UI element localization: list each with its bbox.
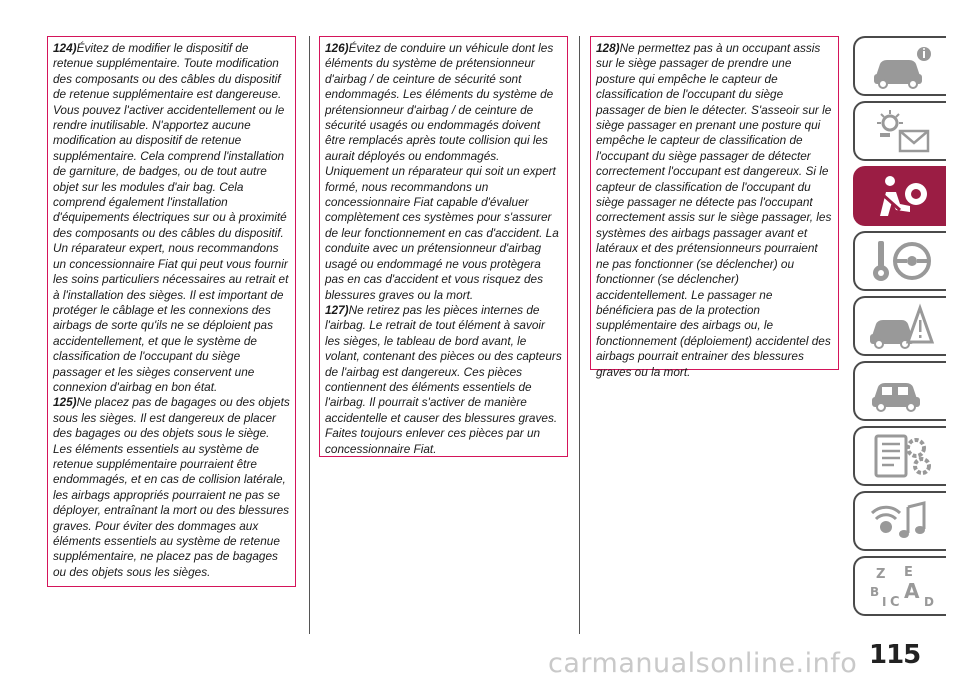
tab-multimedia[interactable]: [853, 491, 946, 551]
car-emergency-icon: [866, 302, 936, 350]
note-124: [53, 41, 290, 395]
page-number: 115: [869, 640, 921, 670]
tab-car-info[interactable]: [853, 36, 946, 96]
tab-alphabet-index[interactable]: [853, 556, 946, 616]
note-128: [596, 41, 833, 380]
note-text: Ne permettez pas à un occupant assis sur le siège passager de prendre une posture qui empêche le capteur de classification de l'occupant du siège passager de bien le détecter. S'asseoir sur le siège passager en prenant une posture qui empêche le capteur de classification de l'occupant du siège passager de détecter correctement l'occupant est dangereux. Si le capteur de classification de l'occupant du siège passager ne détecte pas l'occupant correctement assis sur le siège passager, les systèmes des airbags passager avant et latéraux et des prétensionneurs pourraient ne pas fonctionner (se déclencher) ou fonctionner (se déclencher) accidentellement. Le passager ne bénéficiera pas de la protection supplémentaire des airbags ou, le fonctionnement (déploiement) accidentel des airbags pourrait entrainer des blessures graves ou la mort.: [596, 41, 832, 379]
note-text: Évitez de conduire un véhicule dont les éléments du système de prétensionneur d'airbag / de ceinture de sécurité sont endommagés. Les éléments du système de prétensionneur d'airbag / de ceinture de sécurité usagés ou endommagés doivent être remplacés après toute collision qui les aurait déployés ou endommagés. Uniquement un réparateur qui soit un expert formé, nous recommandons un concessionnaire Fiat capable d'évaluer complètement ces systèmes pour s'assurer de leur fonctionnement en cas d'accident. La conduite avec un prétensionneur d'airbag usagé ou endommagé ne vous protègera pas en cas d'accident et vous risquez des blessures graves ou la mort.: [325, 41, 559, 302]
note-number: 125): [53, 395, 77, 410]
svg-text:D: D: [923, 595, 934, 609]
note-number: 124): [53, 41, 77, 55]
note-127: [325, 303, 562, 457]
warning-lights-icon: [866, 107, 936, 155]
note-125: [53, 395, 290, 580]
column-divider: [309, 36, 310, 634]
key-steering-wheel-icon: [866, 237, 936, 285]
tab-specs[interactable]: [853, 426, 946, 486]
note-text: Évitez de modifier le dispositif de retenue supplémentaire. Toute modification des composants ou des câbles du dispositif de retenue supplémentaire est dangereuse. Vous pouvez l'activer accidentellement ou le rendre inutilisable. N'apportez aucune modification au dispositif de retenue supplémentaire. Cela comprend l'installation de garniture, de badges, ou de tout autre objet sur les modules d'air bag. Cela comprend également l'installation d'équipements électriques sur ou à proximité des composants ou des câbles du dispositif. Un réparateur expert, nous recommandons un concessionnaire Fiat qui peut vous fournir les soins particuliers nécessaires au retrait et à l'installation des sièges. Il est important de protéger le câblage et les connexions des airbags de sorte qu'ils ne se déploient pas accidentellement, et que le système de classification de l'occupant du siège passager et les sièges conservent une connexion d'airbag en bon état.: [53, 41, 289, 394]
tab-key-steering[interactable]: [853, 231, 946, 291]
car-info-icon: [866, 42, 936, 90]
specs-gears-icon: [866, 432, 936, 480]
svg-text:E: E: [903, 565, 913, 580]
alphabet-index-icon: [866, 562, 936, 610]
car-service-icon: [866, 367, 936, 415]
seatbelt-airbag-icon: [866, 172, 936, 220]
warning-box-col2: [319, 36, 568, 457]
note-number: 126): [325, 41, 349, 55]
note-126: [325, 41, 562, 303]
tab-warning-lights[interactable]: [853, 101, 946, 161]
svg-text:A: A: [903, 579, 919, 603]
svg-text:I: I: [881, 595, 886, 609]
note-number: 127): [325, 302, 349, 317]
note-text: Ne placez pas de bagages ou des objets sous les sièges. Il est dangereux de placer des bagages ou des objets sous le siège. Les éléments essentiels au système de retenue supplémentaire pourraient être endommagés, et en cas de collision latérale, les airbags appropriés pourraient ne pas se déployer, entraînant la mort ou des blessures graves. Pour éviter des dommages aux éléments essentiels au système de retenue supplémentaire, ne placez pas de bagages ou des objets sous les sièges.: [53, 395, 290, 579]
svg-text:B: B: [869, 585, 879, 599]
tab-car-service[interactable]: [853, 361, 946, 421]
warning-box-col3: [590, 36, 839, 379]
svg-text:Z: Z: [875, 567, 885, 582]
tab-seatbelt-airbag[interactable]: [853, 166, 946, 226]
note-number: 128): [596, 41, 620, 55]
multimedia-icon: [866, 497, 936, 545]
tab-car-emergency[interactable]: [853, 296, 946, 356]
note-text: Ne retirez pas les pièces internes de l'airbag. Le retrait de tout élément à savoir les sièges, le tableau de bord avant, le volant, contenant des pièces ou des capteurs de l'airbag est dangereux. Ces pièces contiennent des éléments essentiels de l'airbag. Il pourrait s'activer de manière accidentelle et causer des blessures graves. Faites toujours enlever ces pièces par un concessionnaire Fiat.: [325, 302, 562, 456]
column-divider: [579, 36, 580, 634]
warning-box-col1: [47, 36, 296, 587]
watermark: carmanualsonline.info: [548, 648, 858, 679]
svg-text:C: C: [889, 595, 900, 610]
